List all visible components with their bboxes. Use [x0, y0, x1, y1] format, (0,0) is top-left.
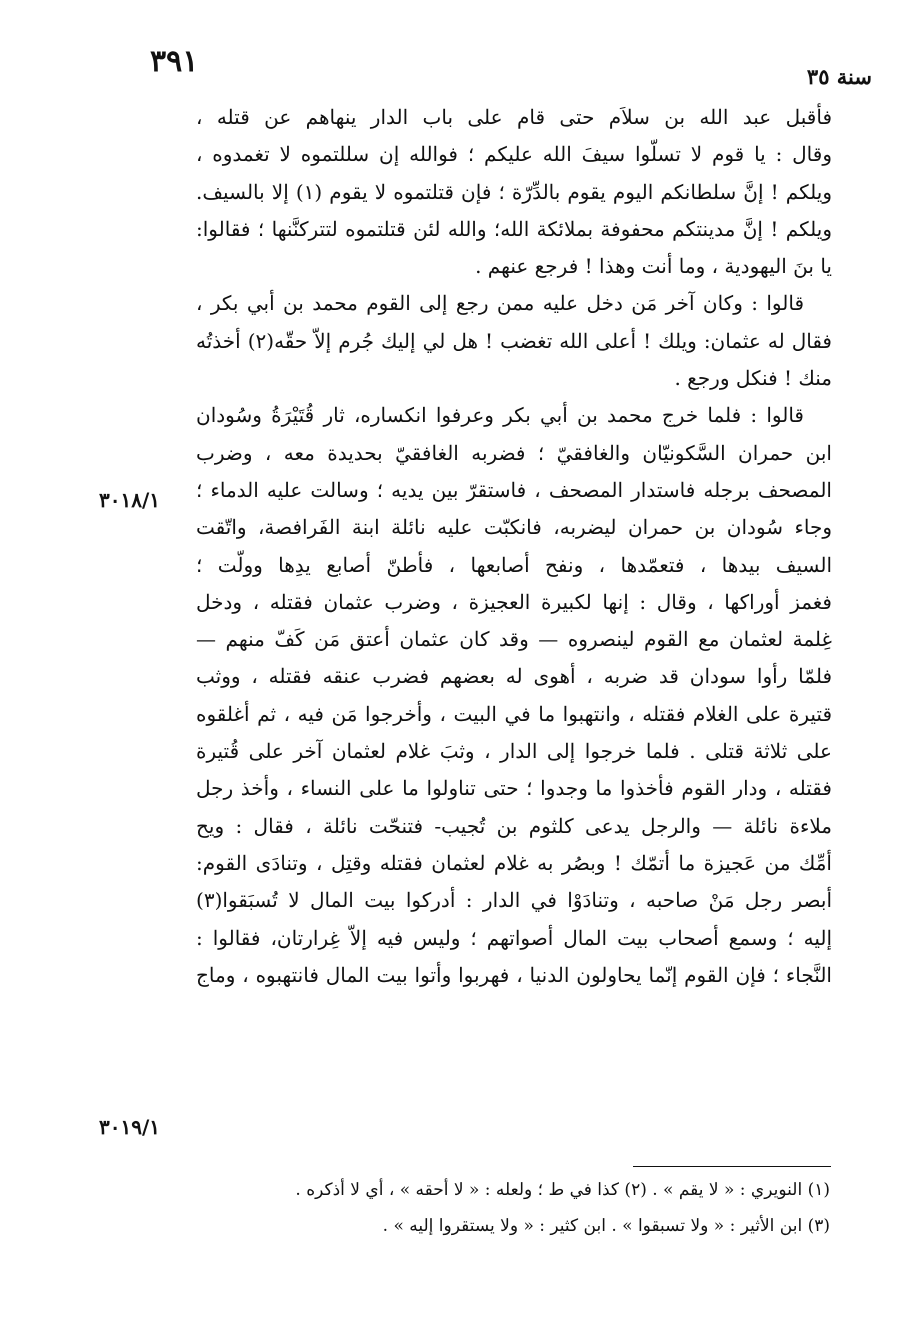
- text-line: إليه ؛ وسمع أصحاب بيت المال أصواتهم ؛ وليس فيه إلاّ غِرارتان، فقالوا :: [196, 925, 832, 950]
- text-line: ويلكم ! إنَّ مدينتكم محفوفة بملائكة الله؛ والله لئن قتلتموه لتتركنَّنها ؛ فقالوا:: [196, 216, 832, 241]
- text-line: وقال : يا قوم لا تسلّوا سيفَ الله عليكم ؛ فوالله إن سللتموه لا تغمدوه ،: [196, 142, 832, 167]
- text-line: أمِّك من عَجيزة ما أتمّك ! وبصُر به غلام لعثمان فقتله وقتِل ، وتنادَى القوم:: [196, 850, 832, 875]
- text-line: ويلكم ! إنَّ سلطانكم اليوم يقوم بالدِّرّة ؛ فإن قتلتموه لا يقوم (١) إلا بالسيف.: [196, 179, 832, 204]
- body-text: [196, 99, 832, 994]
- margin-reference: ٣٠١٨/١: [98, 488, 160, 512]
- text-line: قالوا : فلما خرج محمد بن أبي بكر وعرفوا انكساره، ثار قُتَيْرَةُ وسُودان: [196, 403, 804, 428]
- margin-reference: ٣٠١٩/١: [98, 1115, 160, 1139]
- text-line: قتيرة على الغلام فقتله ، وانتهبوا ما في البيت ، وأخرجوا مَن فيه ، ثم أغلقوه: [196, 701, 832, 726]
- text-line: يا بنَ اليهودية ، وما أنت وهذا ! فرجع عنهم .: [475, 254, 832, 279]
- text-line: منك ! فنكل ورجع .: [674, 366, 832, 391]
- text-line: ابن حمران السَّكونيّان والغافقيّ ؛ فضربه الغافقيّ بحديدة معه ، وضرب: [196, 440, 832, 465]
- footnote-divider: [633, 1166, 831, 1167]
- text-line: فأقبل عبد الله بن سلاَم حتى قام على باب الدار ينهاهم عن قتله ،: [196, 105, 832, 129]
- text-line: ملاءة نائلة — والرجل يدعى كلثوم بن تُجيب- فتنحّت نائلة ، فقال : ويح: [196, 813, 832, 838]
- text-line: فقال له عثمان: ويلك ! أعلى الله تغضب ! هل لي إليك جُرم إلاّ حقّه(٢) أخذتُه: [196, 328, 832, 353]
- text-line: المصحف برجله فاستدار المصحف ، فاستقرّ بين يديه ؛ وسالت عليه الدماء ؛: [196, 477, 832, 502]
- text-line: النَّجاء ؛ فإن القوم إنّما يحاولون الدنيا ، فهربوا وأتوا بيت المال فانتهبوه ، وماج: [196, 962, 832, 987]
- text-line: على ثلاثة قتلى . فلما خرجوا إلى الدار ، وثبَ غلام لعثمان آخر على قُتيرة: [196, 739, 832, 764]
- text-line: وجاء سُودان بن حمران ليضربه، فانكبّت عليه نائلة ابنة الفَرافصة، واتّقت: [196, 515, 832, 540]
- text-line: قالوا : وكان آخر مَن دخل عليه ممن رجع إلى القوم محمد بن أبي بكر ،: [196, 291, 804, 316]
- text-line: فلمّا رأوا سودان قد ضربه ، أهوى له بعضهم فضرب عنقه فقتله ، ووثب: [196, 664, 832, 689]
- text-line: غِلمة لعثمان مع القوم لينصروه — وقد كان عثمان أعتق مَن كَفّ منهم —: [196, 627, 832, 652]
- footnote: (١) النويري : « لا يقم » . (٢) كذا في ط ؛ ولعله : « لا أحقه » ، أي لا أذكره .: [295, 1180, 830, 1200]
- text-line: أبصر رجل مَنْ صاحبه ، وتنادَوْا في الدار : أدركوا بيت المال لا تُسبَقوا(٣): [196, 888, 832, 913]
- text-line: فقتله ، ودار القوم فأخذوا ما وجدوا ؛ حتى تناولوا ما على النساء ، وأخذ رجل: [196, 776, 832, 801]
- text-line: فغمز أوراكها ، وقال : إنها لكبيرة العجيزة ، وضرب عثمان فقتله ، ودخل: [196, 589, 832, 614]
- running-header-year: سنة ٣٥: [806, 64, 872, 89]
- text-line: السيف بيدها ، فتعمّدها ، ونفح أصابعها ، فأطنّ أصابع يدِها وولّت ؛: [196, 552, 832, 577]
- footnote: (٣) ابن الأثير : « ولا تسبقوا » . ابن كثير : « ولا يستقروا إليه » .: [382, 1216, 830, 1236]
- footnotes: [140, 1172, 830, 1244]
- page-number: ٣٩١: [150, 44, 199, 79]
